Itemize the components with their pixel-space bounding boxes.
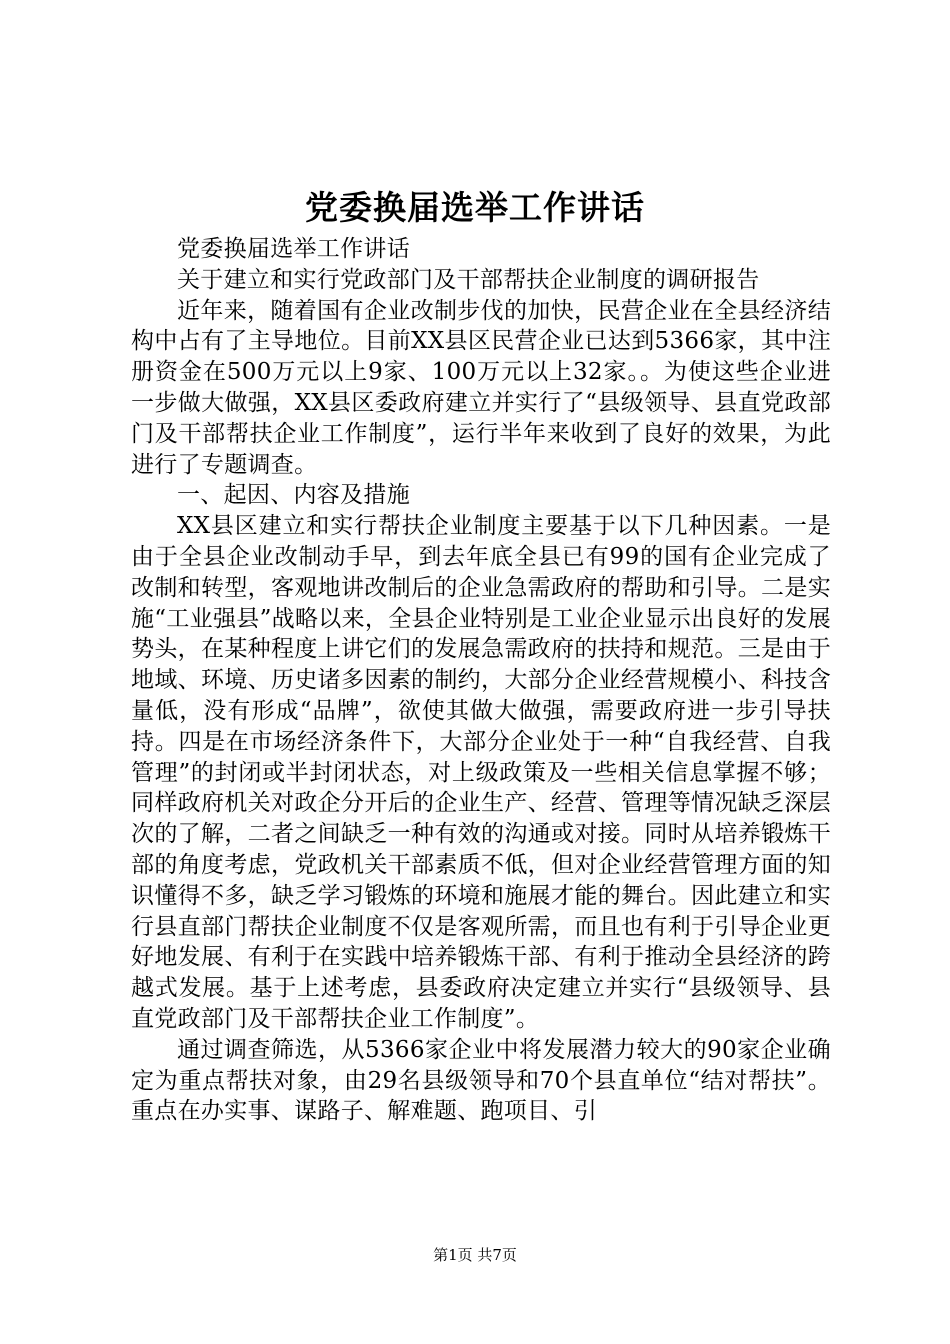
document-title: 党委换届选举工作讲话 xyxy=(305,188,645,227)
paragraph: 关于建立和实行党政部门及干部帮扶企业制度的调研报告 xyxy=(177,266,760,293)
paragraph: 通过调查筛选，从5366家企业中将发展潜力较大的90家企业确定为重点帮扶对象，由29名县级领导和70个县直单位“结对帮扶”。重点在办实事、谋路子、解难题、跑项目、引 xyxy=(131,1036,831,1125)
section-heading: 一、起因、内容及措施 xyxy=(177,482,410,509)
document-body xyxy=(131,234,831,1127)
page-number-footer: 第1页 共7页 xyxy=(433,1246,517,1264)
paragraph: 党委换届选举工作讲话 xyxy=(177,236,410,262)
paragraph: 近年来，随着国有企业改制步伐的加快，民营企业在全县经济结构中占有了主导地位。目前XX县区民营企业已达到5366家，其中注册资金在500万元以上9家、100万元以上32家。。为使这些企业进一步做大做强，XX县区委政府建立并实行了“县级领导、县直党政部门及干部帮扶企业工作制度”，运行半年来收到了良好的效果，为此进行了专题调查。 xyxy=(131,297,831,478)
paragraph: XX县区建立和实行帮扶企业制度主要基于以下几种因素。一是由于全县企业改制动手早，到去年底全县已有99的国有企业完成了改制和转型，客观地讲改制后的企业急需政府的帮助和引导。二是实施“工业强县”战略以来，全县企业特别是工业企业显示出良好的发展势头，在某种程度上讲它们的发展急需政府的扶持和规范。三是由于地域、环境、历史诸多因素的制约，大部分企业经营规模小、科技含量低，没有形成“品牌”，欲使其做大做强，需要政府进一步引导扶持。四是在市场经济条件下，大部分企业处于一种“自我经营、自我管理”的封闭或半封闭状态，对上级政策及一些相关信息掌握不够；同样政府机关对政企分开后的企业生产、经营、管理等情况缺乏深层次的了解，二者之间缺乏一种有效的沟通或对接。同时从培养锻炼干部的角度考虑，党政机关干部素质不低，但对企业经营管理方面的知识懂得不多，缺乏学习锻炼的环境和施展才能的舞台。因此建立和实行县直部门帮扶企业制度不仅是客观所需，而且也有利于引导企业更好地发展、有利于在实践中培养锻炼干部、有利于推动全县经济的跨越式发展。基于上述考虑，县委政府决定建立并实行“县级领导、县直党政部门及干部帮扶企业工作制度”。 xyxy=(131,513,831,1032)
